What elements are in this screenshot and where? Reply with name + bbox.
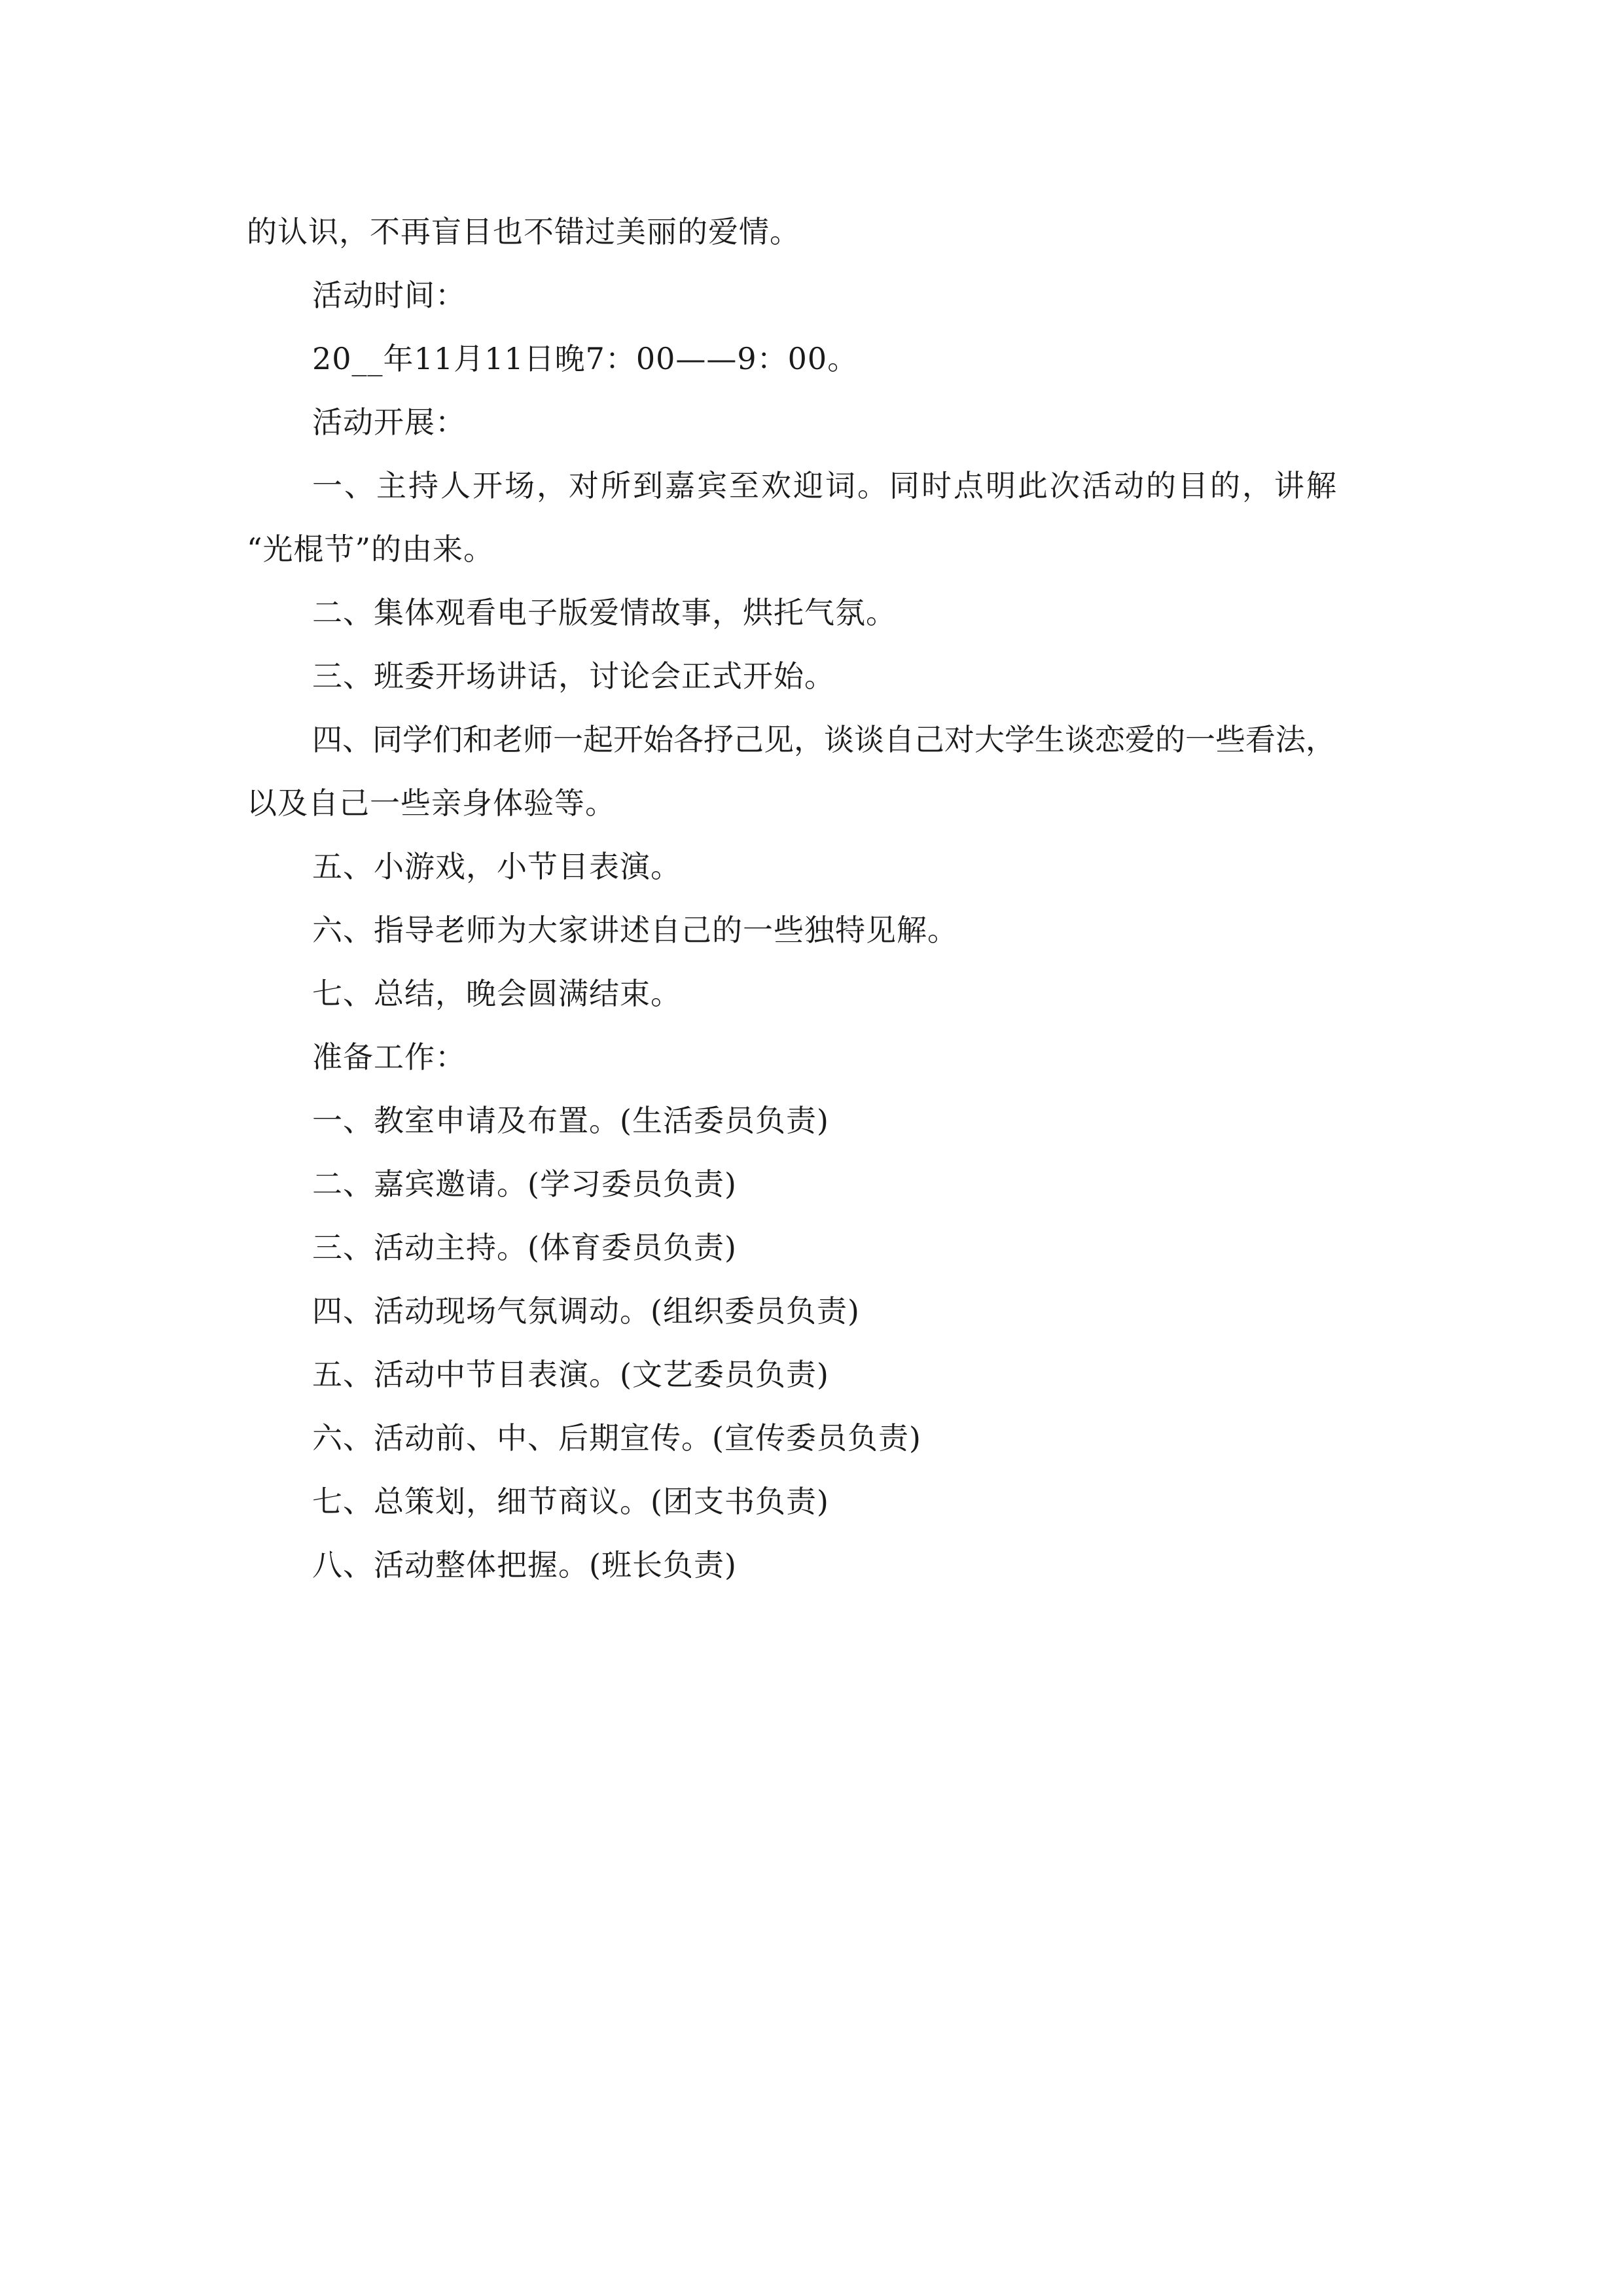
activity-time-value: 20__年11月11日晚7：00——9：00。 [312,341,859,376]
plan-item-6: 六、指导老师为大家讲述自己的一些独特见解。 [312,912,958,948]
plan-item-2: 二、集体观看电子版爱情故事，烘托气氛。 [312,595,897,630]
prep-item-3: 三、活动主持。(体育委员负责) [312,1230,737,1265]
section-heading-activity-plan: 活动开展： [312,404,466,440]
prep-item-8: 八、活动整体把握。(班长负责) [312,1547,737,1583]
plan-item-3: 三、班委开场讲话，讨论会正式开始。 [312,658,835,694]
paragraph-line: 的认识，不再盲目也不错过美丽的爱情。 [247,214,800,249]
prep-item-1: 一、教室申请及布置。(生活委员负责) [312,1103,829,1138]
plan-item-7: 七、总结，晚会圆满结束。 [312,976,681,1011]
plan-item-5: 五、小游戏，小节目表演。 [312,849,681,884]
prep-item-6: 六、活动前、中、后期宣传。(宣传委员负责) [312,1420,921,1456]
plan-item-1: 一、主持人开场，对所到嘉宾至欢迎词。同时点明此次活动的目的，讲解 [312,468,1338,503]
prep-item-7: 七、总策划，细节商议。(团支书负责) [312,1484,829,1519]
plan-item-4: 四、同学们和老师一起开始各抒己见，谈谈自己对大学生谈恋爱的一些看法， [312,722,1336,757]
section-heading-activity-time: 活动时间： [312,278,466,313]
prep-item-5: 五、活动中节目表演。(文艺委员负责) [312,1357,829,1392]
prep-item-2: 二、嘉宾邀请。(学习委员负责) [312,1166,737,1202]
document-body [247,200,1382,1597]
plan-item-1-continued: “光棍节”的由来。 [247,531,495,567]
section-heading-preparation: 准备工作： [312,1039,466,1075]
plan-item-4-continued: 以及自己一些亲身体验等。 [247,785,616,821]
prep-item-4: 四、活动现场气氛调动。(组织委员负责) [312,1293,860,1329]
